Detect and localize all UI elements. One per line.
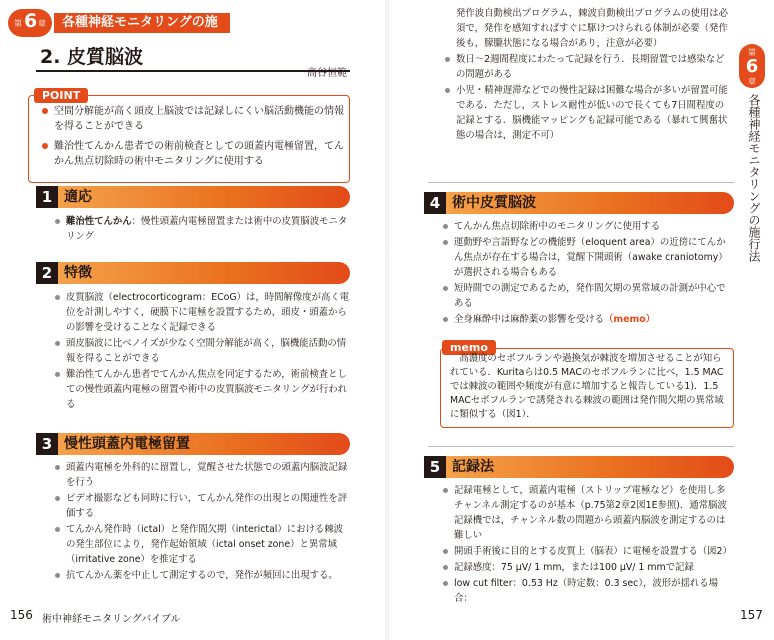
side-chapter-title: 各種神経モニタリングの施行法 <box>747 94 761 262</box>
side-chapter-badge: 第 6 章 <box>739 44 765 88</box>
section-title: 2. 皮質脳波 <box>18 34 350 72</box>
intraop-ecog-list <box>440 219 734 328</box>
heading-features: 2 特徴 <box>36 262 350 284</box>
memo-label: memo <box>442 340 496 355</box>
list-item: てんかん発作時（ictal）と発作間欠期（interictal）における棘波の発生部位により，発作起始領域（ictal onset zone）と異常域（irritative zone）を推定する <box>52 522 350 567</box>
author-name: 高谷恒範 <box>307 68 347 79</box>
features-list <box>52 290 350 413</box>
list-item: 短時間での測定であるため，発作間欠期の異常域の計測が中心である <box>440 281 734 311</box>
section-title-rule <box>36 70 350 72</box>
list-item: 数日〜2週間程度にわたって記録を行う．長期留置では感染などの問題がある <box>442 52 732 82</box>
divider <box>428 446 734 447</box>
list-item: 発作波自動検出プログラム，棘波自動検出プログラムの使用は必須で，発作を感知すればすぐに駆けつけられる体制が必要（発作後も，朦朧状態になる場合があり，注意が必要） <box>456 8 728 49</box>
continued-list <box>442 6 732 144</box>
list-item: 頭蓋内電極を外科的に留置し，覚醒させた状態での頭蓋内脳波記録を行う <box>52 460 350 490</box>
recording-method-list <box>440 483 734 607</box>
list-item: 難治性てんかん：慢性頭蓋内電極留置または術中の皮質脳波モニタリング <box>52 214 350 244</box>
list-item: 難治性てんかん患者でてんかん焦点を同定するため，術前検査としての慢性頭蓋内電極の留置や術中の皮質脳波モニタリングが行われる <box>52 367 350 412</box>
page-number-left: 156 <box>10 608 33 622</box>
list-item: 運動野や言語野などの機能野（eloquent area）の近傍にてんかん焦点が存在する場合は，覚醒下開頭術（awake craniotomy）が選択される場合もある <box>440 235 734 280</box>
list-item: low cut filter：0.53 Hz（時定数：0.3 sec），波形が揺れる場合： <box>440 576 734 606</box>
list-item: 小児・精神遅滞などでの慢性記録は困難な場合が多いが留置可能である．ただし，ストレス耐性が低いので長くても7日間程度の記録とする．脳機能マッピングも記録可能である（暴れて興奮状態の場合は，測定不可） <box>442 83 732 143</box>
list-item: てんかん焦点切除術中のモニタリングに使用する <box>440 219 734 234</box>
list-item: ビデオ撮影なども同時に行い，てんかん発作の出現との関連性を評価する <box>52 491 350 521</box>
page-number-right: 157 <box>740 608 763 622</box>
list-item: 全身麻酔中は麻酔薬の影響を受ける（memo） <box>440 312 734 327</box>
point-label: POINT <box>34 88 88 103</box>
indication-list <box>52 214 350 245</box>
list-item: 開頭手術後に目的とする皮質上（脳表）に電極を設置する（図2） <box>440 544 734 559</box>
list-item: 難治性てんかん患者での術前検査としての頭蓋内電極留置，てんかん焦点切除時の術中モニタリングに使用する <box>40 139 344 169</box>
list-item: 抗てんかん薬を中止して測定するので，発作が頻回に出現する。 <box>52 568 350 583</box>
heading-intraop-ecog: 4 術中皮質脳波 <box>424 192 734 214</box>
memo-text: 高濃度のセボフルランや過換気が棘波を増加させることが知られている．Kuritaらは0.5 MACのセボフルランに比べ，1.5 MACでは棘波の範囲や頻度が有意に増加すると報告している1)．1.5 MACセボフルランで誘発される棘波の範囲は発作間欠期の異常域に類似する（図1）． <box>450 353 724 420</box>
point-list <box>40 104 344 174</box>
chronic-electrode-list <box>52 460 350 584</box>
list-item: 記録電極として，頭蓋内電極（ストリップ電極など）を使用し多チャンネル測定するのが基本（p.75第2章2図1E参照)．通常脳波記録機では，チャンネル数の問題から頭蓋内脳波を測定するのは難しい <box>440 483 734 543</box>
list-item: 空間分解能が高く頭皮上脳波では記録しにくい脳活動機能の情報を得ることができる <box>40 104 344 134</box>
heading-chronic-electrode: 3 慢性頭蓋内電極留置 <box>36 433 350 455</box>
divider <box>428 182 734 183</box>
memo-reference: （memo） <box>604 314 656 325</box>
chapter-badge: 第 6 章 <box>8 9 52 37</box>
heading-indication: 1 適応 <box>36 186 350 208</box>
book-title: 術中神経モニタリングバイブル <box>42 614 181 625</box>
chapter-title: 各種神経モニタリングの施行法 <box>54 13 230 33</box>
list-item: 皮質脳波（electrocorticogram：ECoG）は，時間解像度が高く電位を計測しやすく，硬膜下に電極を設置するため，頭皮・頭蓋からの影響を受けることなく記録できる <box>52 290 350 335</box>
list-item: 記録感度：75 μV/ 1 mm，または100 μV/ 1 mmで記録 <box>440 560 734 575</box>
list-item: 頭皮脳波に比べノイズが少なく空間分解能が高く，脳機能活動の情報を得ることができる <box>52 336 350 366</box>
heading-recording-method: 5 記録法 <box>424 456 734 478</box>
